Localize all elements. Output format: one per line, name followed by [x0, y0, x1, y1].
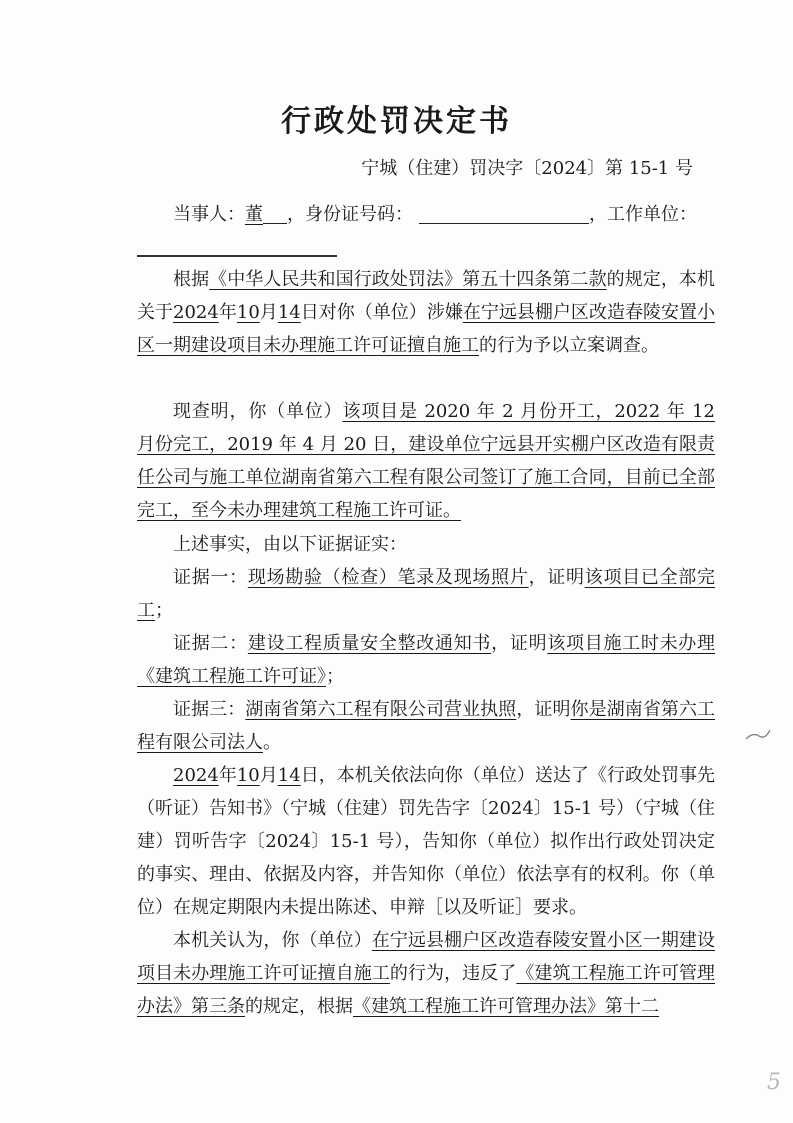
evidence-1-mid: ，证明: [528, 567, 585, 588]
evidence-2: [137, 627, 715, 693]
evidence-3-proves: 你是湖南省第六工程有限公司法人: [137, 699, 716, 753]
p1-text-5: 日对你（单位）涉嫌: [300, 302, 463, 323]
p4-text-3: 日，本机关依法向你（单位）送达了《行政处罚事先（听证）告知书》（宁城（住建）罚先告字〔2024〕15-1 号）（宁城（住建）罚听告字〔2024〕15-1 号），告知你（单位）拟作出行政处罚决定的事实、理由、依据及内容，并告知你（单位）依法享有的权利。你（单位）在规定期限内未提出陈述、申辩［以及听证］要求。: [137, 765, 716, 918]
p5-text-2: 的行为，违反了: [389, 963, 517, 984]
p4-year: 2024: [173, 765, 219, 786]
redacted-id-number: [419, 203, 589, 224]
paragraph-notice: [137, 759, 715, 924]
evidence-2-label: 证据二：: [173, 633, 248, 654]
evidence-1-label: 证据一：: [173, 567, 248, 588]
page-number: 5: [767, 1070, 781, 1095]
id-label: ，身份证号码：: [287, 204, 413, 225]
evidence-2-end: ；: [326, 666, 344, 687]
p1-text-1: 根据: [173, 269, 210, 290]
evidence-3: [137, 693, 715, 759]
paragraph-findings: [137, 395, 715, 527]
evidence-2-mid: ，证明: [491, 633, 548, 654]
p1-law-reference: 《中华人民共和国行政处罚法》第五十四条第二款: [209, 269, 607, 290]
p1-text-3: 年: [218, 302, 237, 323]
p1-text-4: 月: [259, 302, 278, 323]
evidence-2-source: 建设工程质量安全整改通知书: [247, 633, 492, 654]
p5-violation: 在宁远县棚户区改造春陵安置小区一期建设项目未办理施工许可证擅自施工: [137, 930, 716, 984]
p5-text-1: 本机关认为，你（单位）: [173, 930, 372, 951]
p1-month: 10: [236, 302, 260, 323]
work-unit-label: ，工作单位：: [589, 204, 697, 225]
p5-text-3: 的规定，根据: [245, 996, 353, 1017]
p2-facts: 该项目是 2020 年 2 月份开工，2022 年 12 月份完工，2019 年 4 月 20 日，建设单位宁远县开实棚户区改造有限责任公司与施工单位湖南省第六工程有限公司签订了施工合同，目前已全部完工，至今未办理建筑工程施工许可证。: [137, 401, 715, 521]
evidence-3-source: 湖南省第六工程有限公司营业执照: [245, 699, 517, 720]
redacted-work-unit: [137, 233, 337, 257]
paragraph-evidence-intro: 上述事实，由以下证据证实：: [173, 534, 407, 555]
p1-text-6: 的行为予以立案调查。: [479, 335, 659, 356]
evidence-1-proves: 该项目已全部完工: [137, 567, 716, 621]
party-name: 董: [245, 204, 263, 225]
evidence-2-proves: 该项目施工时未办理《建筑工程施工许可证》: [137, 633, 716, 687]
p5-law-applied: 《建筑工程施工许可管理办法》第十二: [353, 996, 659, 1017]
evidence-3-mid: ，证明: [516, 699, 571, 720]
paragraph-basis: [137, 263, 715, 362]
p4-text-2: 月: [259, 765, 278, 786]
document-title: 行政处罚决定书: [281, 104, 512, 139]
party-label: 当事人：: [173, 204, 245, 225]
p1-violation: 在宁远县棚户区改造春陵安置小区一期建设项目未办理施工许可证擅自施工: [137, 302, 716, 356]
paragraph-conclusion: [137, 924, 715, 1023]
party-line: [137, 198, 715, 264]
p1-text-2: 的规定，本机关于: [137, 269, 716, 323]
pen-mark-icon: [745, 728, 771, 742]
p4-month: 10: [236, 765, 260, 786]
p1-year: 2024: [173, 302, 219, 323]
evidence-3-end: 。: [263, 732, 281, 753]
redacted-name: [263, 203, 287, 224]
p4-day: 14: [277, 765, 301, 786]
document-number: 宁城（住建）罚决字〔2024〕第 15-1 号: [361, 158, 693, 179]
evidence-3-label: 证据三：: [173, 699, 246, 720]
evidence-1-source: 现场勘验（检查）笔录及现场照片: [247, 567, 529, 588]
evidence-1: [137, 561, 715, 627]
evidence-1-end: ；: [155, 600, 173, 621]
p4-text-1: 年: [218, 765, 237, 786]
p1-day: 14: [277, 302, 301, 323]
p5-law-violated: 《建筑工程施工许可管理办法》第三条: [137, 963, 716, 1017]
p2-text-1: 现查明，你（单位）: [173, 401, 343, 422]
